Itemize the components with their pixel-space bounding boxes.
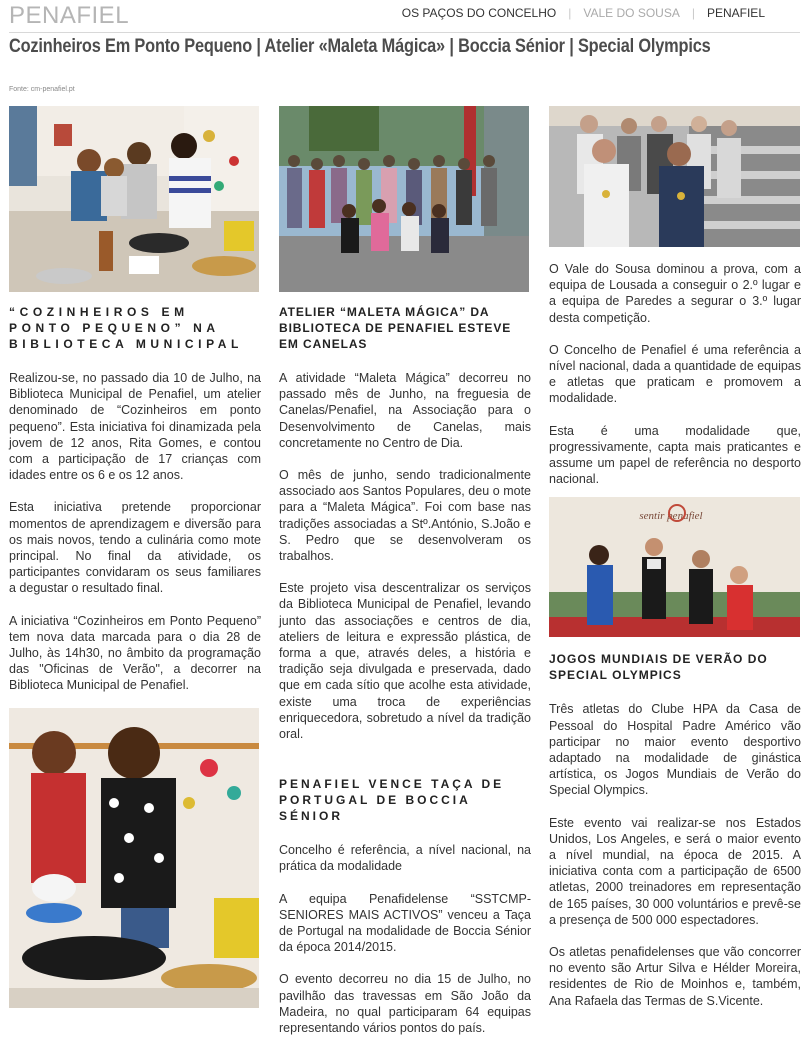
paragraph: O Vale do Sousa dominou a prova, com a equipa de Lousada a conseguir o 2.º lugar e a equipa de Paredes a segurar o 3.º lugar desta competição. [549,262,801,325]
column-2 [279,106,531,1052]
paragraph: Realizou-se, no passado dia 10 de Julho, na Biblioteca Municipal de Penafiel, um atelier denominado de “Cozinheiros em ponto pequeno”. Esta iniciativa foi dinamizada pela jovem de 12 anos, Rita Gomes, e contou com a participação de 17 crianças com idades entre os 6 e os 12 anos. [9,371,261,483]
paragraph: A atividade “Maleta Mágica” decorreu no passado mês de Junho, na freguesia de Canelas/Penafiel, na Associação para o Desenvolvimento de Canelas, mais concretamente no Centro de Dia. [279,371,531,450]
paragraph: O evento decorreu no dia 15 de Julho, no pavilhão das travessas em São João da Madeira, no qual participaram 64 equipas representando vários pontos do país. [279,972,531,1036]
article-heading-cozinheiros: “COZINHEIROS EM PONTO PEQUENO” NA BIBLIOTECA MUNICIPAL [9,305,243,351]
header-divider [9,32,800,33]
paragraph: O Concelho de Penafiel é uma referência a nível nacional, dada a quantidade de equipas e atletas que praticam e promovem a modalidade. [549,342,801,406]
article-heading-special-olympics: JOGOS MUNDIAIS DE VERÃO DO SPECIAL OLYMPICS [549,652,768,683]
photo-boccia-team [549,106,800,247]
photo-canelas-group [279,106,529,292]
photo-gymnasts [549,497,800,637]
paragraph: Esta iniciativa pretende proporcionar momentos de aprendizagem e diversão para os mais novos, tendo a culinária como mote principal. No final da atividade, os participantes convidaram os seus familiares a degustar o resultado final. [9,500,261,596]
paragraph: Esta é uma modalidade que, progressivamente, capta mais praticantes e assume um papel de referência no desporto nacional. [549,423,801,487]
article-heading-maleta: ATELIER “MALETA MÁGICA” DA BIBLIOTECA DE PENAFIEL ESTEVE EM CANELAS [279,305,512,351]
paragraph: O mês de junho, sendo tradicionalmente associado aos Santos Populares, deu o mote para a “Maleta Mágica”. Foi com base nas tradições associadas a Stº.António, S.João e S. Pedro que se desenvolveram os trabalhos. [279,468,531,564]
paragraph: Este evento vai realizar-se nos Estados Unidos, Los Angeles, e será o maior evento a nível mundial, na época de 2015. A iniciativa conta com a participação de 6500 atletas, 2000 treinadores em representação de 165 países, 30 000 voluntários e prevê-se a presença de 500 000 espectadores. [549,815,801,927]
paragraph: Três atletas do Clube HPA da Casa de Pessoal do Hospital Padre Américo vão participar no maior evento desportivo adaptado na modalidade de ginástica artística, os Jogos Mundiais de Verão do Special Olympics. [549,702,801,798]
nav-item-penafiel[interactable]: PENAFIEL [706,6,765,20]
paragraph: Concelho é referência, a nível nacional, na prática da modalidade [279,843,531,874]
photo-kids-cooking [9,106,259,292]
sentir-penafiel-logo: sentir penafiel [639,510,703,523]
top-nav: OS PAÇOS DO CONCELHO | VALE DO SOUSA | PENAFIEL [401,6,765,20]
paragraph: Este projeto visa descentralizar os serviços da Biblioteca Municipal de Penafiel, levando junto das associações e centros de dia, ateliers de leitura e expressão plástica, de forma a que, através deles, a história e tradição seja divulgada e preservada, dado que em cada sítio que acolhe esta atividade, existe uma troca de experiências enriquecedora, sobretudo a nível da tradição oral. [279,581,531,742]
article-heading-boccia: PENAFIEL VENCE TAÇA DE PORTUGAL DE BOCCIA SÉNIOR [279,777,505,824]
nav-item-pacos[interactable]: OS PAÇOS DO CONCELHO [401,6,557,20]
column-3 [549,106,801,1025]
paragraph: Os atletas penafidelenses que vão concorrer no evento são Artur Silva e Hélder Moreira, residentes de Rio de Moinhos e, também, Ana Rafaela das Termas de S.Vicente. [549,945,801,1008]
paragraph: A equipa Penafidelense “SSTCMP-SENIORES MAIS ACTIVOS” venceu a Taça de Portugal na modalidade de Boccia Sénior da época 2014/2015. [279,891,531,955]
paragraph: A iniciativa “Cozinheiros em Ponto Pequeno” tem nova data marcada para o dia 28 de Julho, às 14h30, no âmbito da programação das "Oficinas de Verão", a decorrer na Biblioteca Municipal de Penafiel. [9,613,261,693]
column-1 [9,106,261,1020]
nav-item-vale-do-sousa[interactable]: VALE DO SOUSA [583,6,680,20]
brand-logo: PENAFIEL [9,2,130,29]
source-note: Fonte: cm-penafiel.pt [9,86,75,93]
page-title: Cozinheiros Em Ponto Pequeno | Atelier «Maleta Mágica» | Boccia Sénior | Special Olympics [9,36,711,57]
photo-girls-baking [9,708,259,1008]
